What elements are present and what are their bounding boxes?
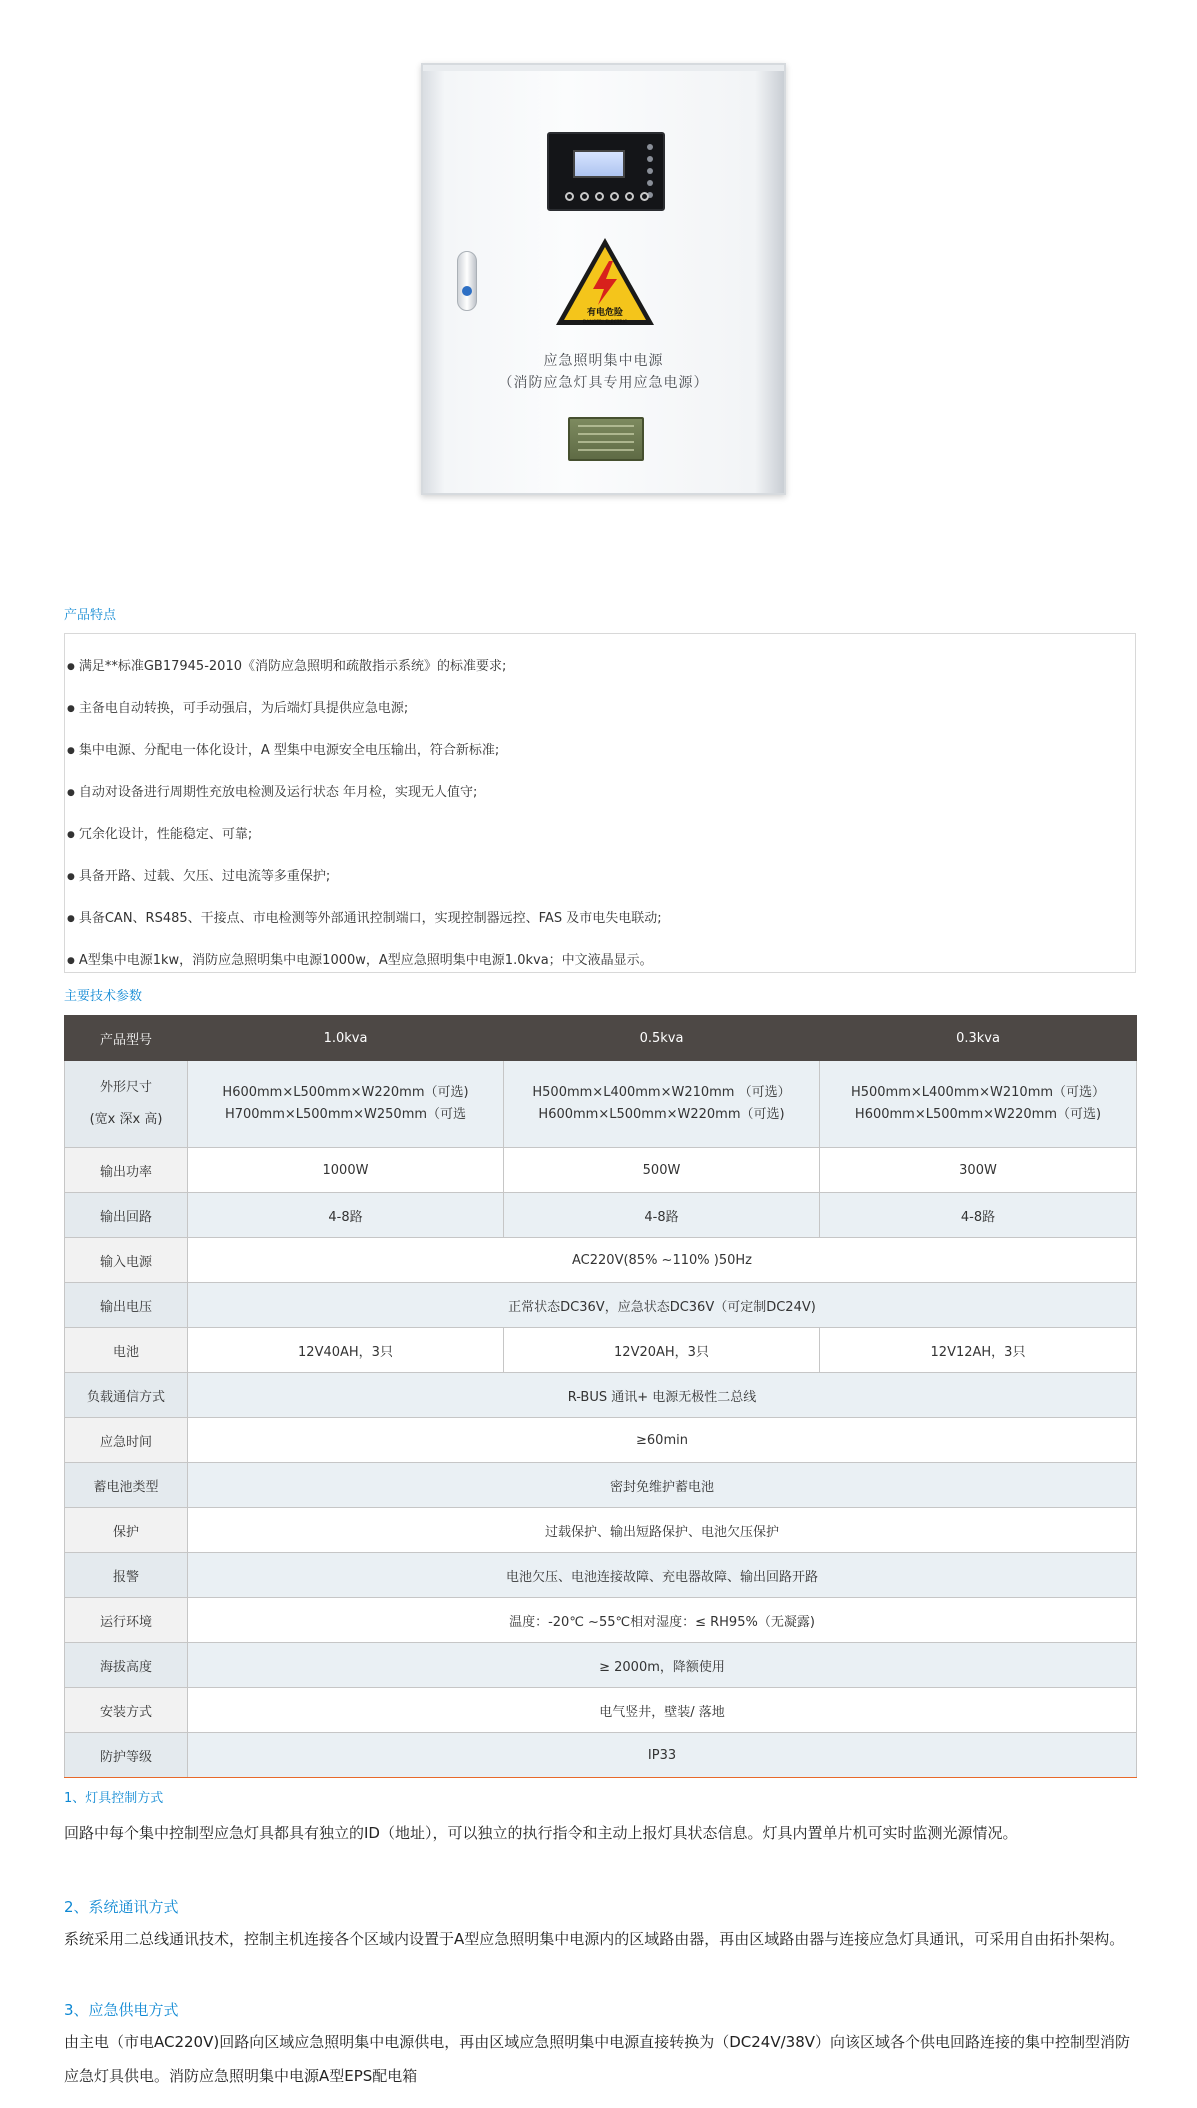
feature-item: ● 主备电自动转换，可手动强启，为后端灯具提供应急电源; — [65, 688, 1135, 730]
table-row-battery — [65, 1328, 1137, 1373]
table-cell: 12V40AH，3只 — [188, 1328, 504, 1373]
table-row-power — [65, 1148, 1137, 1193]
table-row-battery-type — [65, 1463, 1137, 1508]
table-row-protection — [65, 1508, 1137, 1553]
row-label: 防护等级 — [65, 1733, 188, 1778]
table-row-time — [65, 1418, 1137, 1463]
row-label: 蓄电池类型 — [65, 1463, 188, 1508]
warning-text: 有电危险 — [586, 308, 624, 318]
control-panel — [547, 132, 665, 211]
table-row-ip — [65, 1733, 1137, 1778]
table-cell: H500mm×L400mm×W210mm （可选） H600mm×L500mm×W220mm（可选) — [504, 1061, 820, 1148]
feature-item: ● 满足**标准GB17945-2010《消防应急照明和疏散指示系统》的标准要求; — [65, 646, 1135, 688]
row-label: 负载通信方式 — [65, 1373, 188, 1418]
table-row-altitude — [65, 1643, 1137, 1688]
warning-subtext: DANGER! ELECTRIC — [582, 320, 628, 325]
cabinet-label-line2: （消防应急灯具专用应急电源） — [498, 375, 709, 391]
header-cell: 产品型号 — [65, 1016, 188, 1061]
table-cell: 正常状态DC36V，应急状态DC36V（可定制DC24V) — [188, 1283, 1137, 1328]
cabinet-label-line1: 应急照明集中电源 — [543, 353, 664, 369]
header-cell: 0.3kva — [820, 1016, 1137, 1061]
row-label: 海拔高度 — [65, 1643, 188, 1688]
power-cabinet-image — [421, 63, 786, 495]
spec-table — [64, 1015, 1137, 1778]
row-label: 输出电压 — [65, 1283, 188, 1328]
row-label: 外形尺寸 (宽x 深x 高) — [65, 1061, 188, 1148]
door-handle — [457, 251, 477, 311]
feature-item: ● 集中电源、分配电一体化设计，A 型集中电源安全电压输出，符合新标准; — [65, 730, 1135, 772]
table-cell: 500W — [504, 1148, 820, 1193]
product-photo — [64, 0, 1136, 600]
section-light-control — [64, 1788, 1136, 1850]
table-cell: 过载保护、输出短路保护、电池欠压保护 — [188, 1508, 1137, 1553]
table-cell: 12V20AH，3只 — [504, 1328, 820, 1373]
table-row-environment — [65, 1598, 1137, 1643]
spec-heading: 主要技术参数 — [64, 989, 143, 1004]
table-header-row — [65, 1016, 1137, 1061]
table-cell: 温度：-20℃ ~55℃相对湿度：≤ RH95%（无凝露) — [188, 1598, 1137, 1643]
table-cell: H500mm×L400mm×W210mm（可选） H600mm×L500mm×W220mm（可选) — [820, 1061, 1137, 1148]
table-row-size — [65, 1061, 1137, 1148]
table-row-input — [65, 1238, 1137, 1283]
feature-item: ● 自动对设备进行周期性充放电检测及运行状态 年月检，实现无人值守; — [65, 772, 1135, 814]
table-cell: ≥ 2000m，降额使用 — [188, 1643, 1137, 1688]
row-label: 运行环境 — [65, 1598, 188, 1643]
danger-warning-icon — [553, 235, 657, 329]
table-cell: 1000W — [188, 1148, 504, 1193]
table-cell: IP33 — [188, 1733, 1137, 1778]
feature-item: ● 具备开路、过载、欠压、过电流等多重保护; — [65, 856, 1135, 898]
table-cell: ≥60min — [188, 1418, 1137, 1463]
cabinet-top-edge — [423, 65, 784, 71]
features-box — [64, 633, 1136, 973]
header-cell: 0.5kva — [504, 1016, 820, 1061]
section-text: 回路中每个集中控制型应急灯具都具有独立的ID（地址），可以独立的执行指令和主动上报灯具状态信息。灯具内置单片机可实时监测光源情况。 — [64, 1824, 1018, 1842]
table-cell: 300W — [820, 1148, 1137, 1193]
feature-item: ● 具备CAN、RS485、干接点、市电检测等外部通讯控制端口，实现控制器远控、FAS 及市电失电联动; — [65, 898, 1135, 940]
row-label: 应急时间 — [65, 1418, 188, 1463]
table-cell: 4-8路 — [188, 1193, 504, 1238]
row-label: 保护 — [65, 1508, 188, 1553]
row-label: 输出功率 — [65, 1148, 188, 1193]
section-title: 1、灯具控制方式 — [64, 1791, 164, 1806]
row-label: 报警 — [65, 1553, 188, 1598]
section-text: 由主电（市电AC220V)回路向区域应急照明集中电源供电，再由区域应急照明集中电源直接转换为（DC24V/38V）向该区域各个供电回路连接的集中控制型消防应急灯具供电。消防应急照明集中电源A型EPS配电箱 — [64, 2033, 1130, 2085]
section-text: 系统采用二总线通讯技术，控制主机连接各个区域内设置于A型应急照明集中电源内的区域路由器，再由区域路由器与连接应急灯具通讯，可采用自由拓扑架构。 — [64, 1930, 1125, 1948]
section-title: 2、系统通讯方式 — [64, 1898, 179, 1916]
table-row-comm — [65, 1373, 1137, 1418]
table-cell: 密封免维护蓄电池 — [188, 1463, 1137, 1508]
table-cell: 电池欠压、电池连接故障、充电器故障、输出回路开路 — [188, 1553, 1137, 1598]
feature-item: ● 冗余化设计，性能稳定、可靠; — [65, 814, 1135, 856]
page-content — [64, 0, 1136, 2085]
row-label: 输出回路 — [65, 1193, 188, 1238]
table-row-loops — [65, 1193, 1137, 1238]
table-row-install — [65, 1688, 1137, 1733]
section-communication — [64, 1896, 1136, 1956]
row-label: 安装方式 — [65, 1688, 188, 1733]
header-cell: 1.0kva — [188, 1016, 504, 1061]
cabinet-label — [423, 350, 784, 394]
section-power-supply — [64, 1999, 1136, 2093]
table-cell: 4-8路 — [820, 1193, 1137, 1238]
row-label: 输入电源 — [65, 1238, 188, 1283]
features-list — [65, 646, 1135, 982]
features-heading: 产品特点 — [64, 608, 117, 623]
section-title: 3、应急供电方式 — [64, 2001, 179, 2019]
table-cell: 12V12AH，3只 — [820, 1328, 1137, 1373]
feature-item: ● A型集中电源1kw，消防应急照明集中电源1000w，A型应急照明集中电源1.0kva；中文液晶显示。 — [65, 940, 1135, 982]
table-row-alarm — [65, 1553, 1137, 1598]
lock-icon — [462, 286, 472, 296]
nameplate — [568, 417, 644, 461]
table-cell: H600mm×L500mm×W220mm（可选) H700mm×L500mm×W250mm（可选 — [188, 1061, 504, 1148]
table-cell: 电气竖井，壁装/ 落地 — [188, 1688, 1137, 1733]
panel-buttons — [565, 192, 649, 201]
lcd-display — [573, 150, 625, 178]
table-cell: 4-8路 — [504, 1193, 820, 1238]
table-cell: R-BUS 通讯+ 电源无极性二总线 — [188, 1373, 1137, 1418]
table-cell: AC220V(85% ~110% )50Hz — [188, 1238, 1137, 1283]
row-label: 电池 — [65, 1328, 188, 1373]
table-row-voltage — [65, 1283, 1137, 1328]
